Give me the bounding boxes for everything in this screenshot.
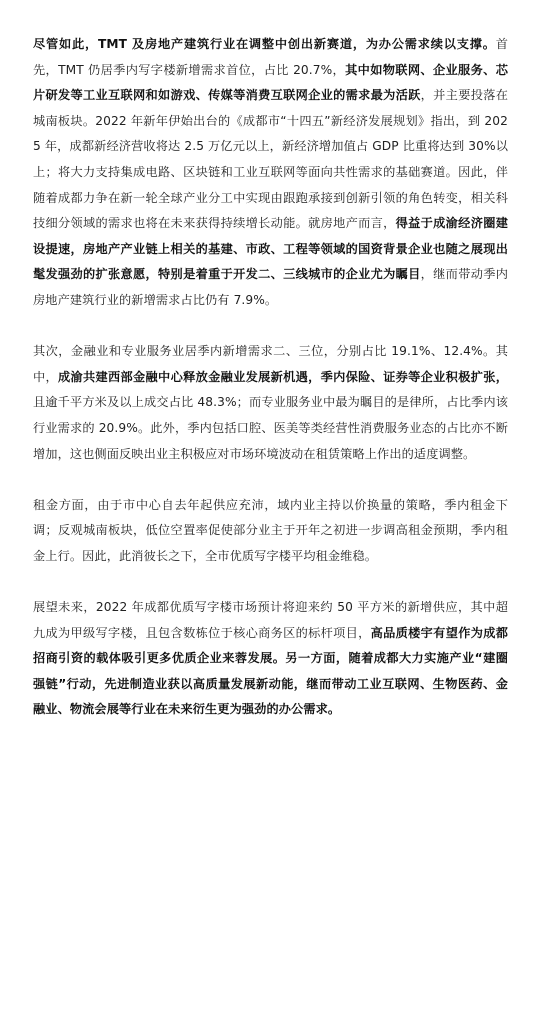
text-segment: 其次，金融业和专业服务业居季内新增需求二、三位，分别占比 19.1%、12.4%。其中，	[33, 344, 508, 384]
text-segment: 其中如物联网、企业服务、芯片研发等工业互联网和如游戏、传媒等消费互联网企业的需求最为活跃	[33, 62, 508, 103]
paragraph-tmt-real-estate	[33, 32, 508, 314]
paragraph-rent	[33, 493, 508, 570]
text-segment: 高品质楼宇有望作为成都招商引资的载体吸引更多优质企业来蓉发展。另一方面，随着成都大力实施产业“建圈强链”行动，先进制造业获以高质量发展新动能，继而带动工业互联网、生物医药、金融业、物流会展等行业在未来衍生更为强劲的办公需求。	[33, 625, 508, 717]
text-segment: 且逾千平方米及以上成交占比 48.3%；而专业服务业中最为瞩目的是律所，占比季内该行业需求的 20.9%。此外，季内包括口腔、医美等类经营性消费服务业态的占比亦不断增加，这也侧面反映出业主积极应对市场环境波动在租赁策略上作出的适度调整。	[33, 395, 508, 461]
text-segment: 成渝共建西部金融中心释放金融业发展新机遇，季内保险、证券等企业积极扩张，	[58, 369, 508, 384]
text-segment: ，并主要投落在城南板块。2022 年新年伊始出台的《成都市“十四五”新经济发展规划》指出，到 2025 年，成都新经济营收将达 2.5 万亿元以上，新经济增加值占 GDP 比重将达到 30%以上；将大力支持集成电路、区块链和工业互联网等面向共性需求的基础赛道。因此，伴随着成都力争在新一轮全球产业分工中实现由跟跑承接到创新引领的角色转变，相关科技细分领域的需求也将在未来获得持续增长动能。就房地产而言，	[33, 88, 508, 231]
text-segment: 尽管如此，TMT 及房地产建筑行业在调整中创出新赛道，为办公需求续以支撑。	[33, 37, 496, 51]
paragraph-outlook	[33, 595, 508, 723]
text-segment: ，继而带动季内房地产建筑行业的新增需求占比仍有 7.9%。	[33, 267, 508, 307]
text-segment: 展望未来，2022 年成都优质写字楼市场预计将迎来约 50 平方米的新增供应，其中超九成为甲级写字楼，且包含数栋位于核心商务区的标杆项目，	[33, 600, 508, 640]
text-segment: 租金方面，由于市中心自去年起供应充沛，域内业主持以价换量的策略，季内租金下调；反观城南板块，低位空置率促使部分业主于开年之初进一步调高租金预期，季内租金上行。因此，此消彼长之下，全市优质写字楼平均租金维稳。	[33, 497, 508, 563]
text-segment: 首先，TMT 仍居季内写字楼新增需求首位，占比 20.7%，	[33, 37, 508, 77]
text-segment: 得益于成渝经济圈建设提速，房地产产业链上相关的基建、市政、工程等领域的国资背景企业也随之展现出髦发强劲的扩张意愿，特别是着重于开发二、三线城市的企业尤为瞩目	[33, 216, 508, 282]
paragraph-finance-professional	[33, 339, 508, 467]
